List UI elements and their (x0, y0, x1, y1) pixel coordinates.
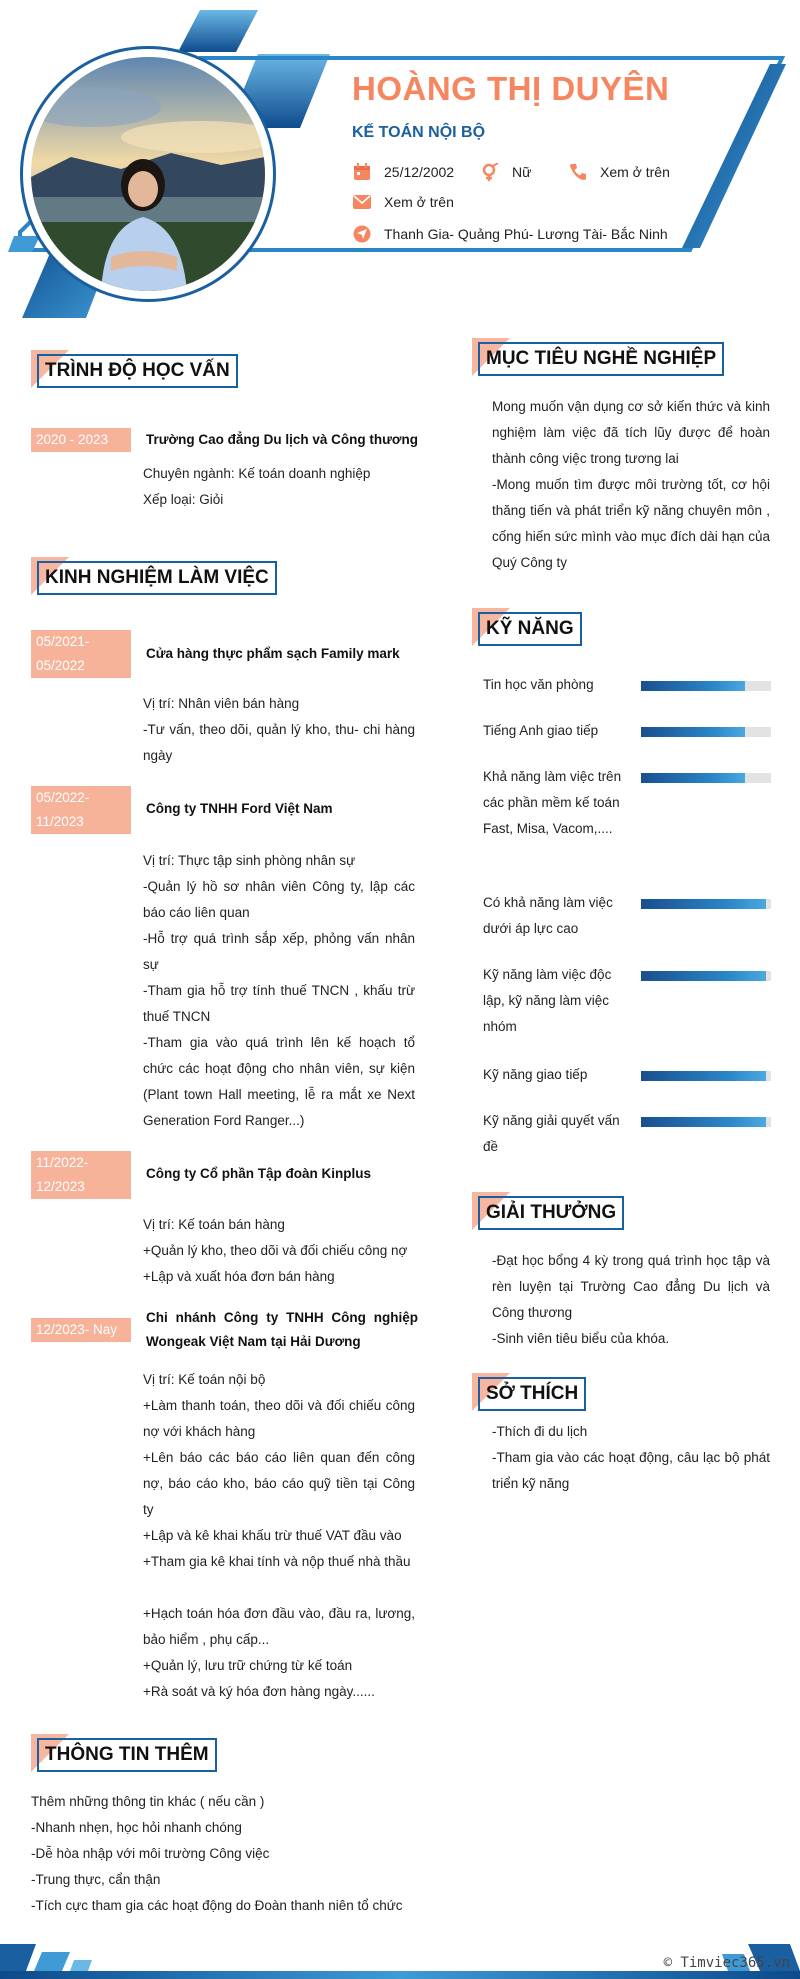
education-rank: Xếp loại: Giỏi (143, 492, 224, 507)
job-line: -Tham gia vào quá trình lên kế hoạch tổ chức các hoạt động cho nhân viên, sự kiện (Plant town Hall meeting, lễ ra mắt xe Next Generation Ford Ranger...) (143, 1035, 415, 1128)
phone-value: Xem ở trên (600, 164, 670, 180)
job-line: +Lập và kê khai khấu trừ thuế VAT đầu vào (143, 1528, 402, 1543)
skill-bar (641, 727, 771, 737)
education-school: Trường Cao đẳng Du lịch và Công thương (146, 432, 418, 447)
job-line: +Hạch toán hóa đơn đầu vào, đầu ra, lương, bảo hiểm , phụ cấp... (143, 1606, 415, 1647)
skill-bar-fill (641, 727, 745, 737)
extra-line: -Trung thực, cẩn thận (31, 1872, 161, 1887)
job-line: -Quản lý hồ sơ nhân viên Công ty, lập các báo cáo liên quan (143, 879, 415, 920)
job-line: Vị trí: Nhân viên bán hàng (143, 696, 300, 711)
education-date: 2020 - 2023 (31, 428, 131, 452)
education-major: Chuyên ngành: Kế toán doanh nghiệp (143, 466, 371, 481)
award-line: -Đạt học bổng 4 kỳ trong quá trình học tập và rèn luyện tại Trường Cao đẳng Du lịch và Công thương (492, 1253, 770, 1320)
extra-line: Thêm những thông tin khác ( nếu cần ) (31, 1794, 265, 1809)
skill-bar-fill (641, 899, 766, 909)
skill-label: Kỹ năng giao tiếp (483, 1067, 588, 1082)
job-date-end: 05/2022 (36, 658, 85, 673)
skill-bar-fill (641, 681, 745, 691)
gender-row (480, 162, 531, 182)
job-date-end: 11/2023 (36, 814, 84, 829)
section-extra-info-title: THÔNG TIN THÊM (37, 1738, 217, 1772)
job-company: Cửa hàng thực phẩm sạch Family mark (146, 646, 400, 661)
phone-row (568, 162, 670, 182)
hobby-line: -Tham gia vào các hoạt động, câu lạc bộ phát triển kỹ năng (492, 1450, 770, 1491)
job-line: Vị trí: Thực tập sinh phòng nhân sự (143, 853, 356, 868)
skill-bar (641, 681, 771, 691)
skill-label: Tiếng Anh giao tiếp (483, 723, 599, 738)
calendar-icon (352, 162, 372, 182)
section-skills-title: KỸ NĂNG (478, 612, 582, 646)
skill-bar (641, 1117, 771, 1127)
skill-bar-fill (641, 1071, 766, 1081)
envelope-icon (352, 192, 372, 212)
birthday-value: 25/12/2002 (384, 164, 455, 180)
job-line: Vị trí: Kế toán nội bộ (143, 1372, 266, 1387)
section-education-title: TRÌNH ĐỘ HỌC VẤN (37, 354, 238, 388)
job-company: Công ty TNHH Ford Việt Nam (146, 801, 333, 816)
gender-icon (480, 162, 500, 182)
job-company: Công ty Cổ phần Tập đoàn Kinplus (146, 1166, 371, 1181)
job-line: +Rà soát và ký hóa đơn hàng ngày...... (143, 1684, 375, 1699)
skill-label: Kỹ năng làm việc độc lập, kỹ năng làm việc nhóm (483, 967, 612, 1034)
skill-label: Kỹ năng giải quyết vấn đề (483, 1113, 620, 1154)
job-line: +Làm thanh toán, theo dõi và đối chiếu công nợ với khách hàng (143, 1398, 415, 1439)
extra-line: -Dễ hòa nhập với môi trường Công việc (31, 1846, 270, 1861)
avatar (31, 57, 265, 291)
skill-label: Khả năng làm việc trên các phần mềm kế toán Fast, Misa, Vacom,.... (483, 769, 622, 836)
extra-line: -Nhanh nhẹn, học hỏi nhanh chóng (31, 1820, 242, 1835)
address-value: Thanh Gia- Quảng Phú- Lương Tài- Bắc Ninh (384, 226, 668, 242)
hobby-line: -Thích đi du lịch (492, 1424, 588, 1439)
job-line: +Quản lý kho, theo dõi và đối chiếu công nợ (143, 1243, 408, 1258)
job-line: -Hỗ trợ quá trình sắp xếp, phỏng vấn nhân sự (143, 931, 415, 972)
section-awards-title: GIẢI THƯỞNG (478, 1196, 624, 1230)
skill-label: Có khả năng làm việc dưới áp lực cao (483, 895, 613, 936)
job-line: +Lập và xuất hóa đơn bán hàng (143, 1269, 335, 1284)
job-company: Chi nhánh Công ty TNHH Công nghiệp Wongeak Việt Nam tại Hải Dương (146, 1310, 418, 1349)
job-line: +Tham gia kê khai tính và nộp thuế nhà thầu (143, 1554, 411, 1569)
job-line: Vị trí: Kế toán bán hàng (143, 1217, 285, 1232)
section-hobbies-title: SỞ THÍCH (478, 1377, 586, 1411)
job-line: -Tư vấn, theo dõi, quản lý kho, thu- chi hàng ngày (143, 722, 415, 763)
candidate-name: HOÀNG THỊ DUYÊN (352, 70, 670, 107)
section-objective-title: MỤC TIÊU NGHỀ NGHIỆP (478, 342, 724, 376)
job-date (31, 1151, 131, 1199)
address-row (352, 224, 668, 244)
location-icon (352, 224, 372, 244)
phone-icon (568, 162, 588, 182)
skill-bar (641, 773, 771, 783)
cv-header (0, 0, 800, 320)
email-row (352, 192, 454, 212)
job-line: +Lên báo các báo cáo liên quan đến công nợ, báo cáo kho, báo cáo quỹ tiền tại Công ty (143, 1450, 415, 1517)
section-experience-title: KINH NGHIỆM LÀM VIỆC (37, 561, 277, 595)
job-date (31, 1318, 131, 1342)
skill-bar-fill (641, 971, 766, 981)
award-line: -Sinh viên tiêu biểu của khóa. (492, 1331, 670, 1346)
birthday-row (352, 162, 454, 182)
skill-label: Tin học văn phòng (483, 677, 594, 692)
job-title: KẾ TOÁN NỘI BỘ (352, 124, 486, 141)
job-date-start: 05/2021- (36, 634, 90, 649)
job-date-end: 12/2023 (36, 1179, 85, 1194)
job-date-start: 05/2022- (36, 790, 90, 805)
job-line: +Quản lý, lưu trữ chứng từ kế toán (143, 1658, 353, 1673)
job-date-start: 12/2023- Nay (36, 1322, 118, 1337)
skill-bar (641, 971, 771, 981)
skill-bar-fill (641, 773, 745, 783)
watermark: © Timviec365.vn (663, 1955, 790, 1971)
job-date (31, 630, 131, 678)
skill-bar (641, 1071, 771, 1081)
skill-bar (641, 899, 771, 909)
job-line: -Tham gia hỗ trợ tính thuế TNCN , khấu trừ thuế TNCN (143, 983, 415, 1024)
gender-value: Nữ (512, 164, 532, 180)
objective-paragraph: -Mong muốn tìm được môi trường tốt, cơ hội thăng tiến và phát triển kỹ năng chuyên môn , cống hiến sức mình vào mục đích dài hạn của Quý Công ty (492, 477, 770, 570)
job-date (31, 786, 131, 834)
skill-bar-fill (641, 1117, 766, 1127)
extra-line: -Tích cực tham gia các hoạt động do Đoàn thanh niên tổ chức (31, 1898, 403, 1913)
email-value: Xem ở trên (384, 194, 454, 210)
objective-paragraph: Mong muốn vận dụng cơ sở kiến thức và kinh nghiệm làm việc đã tích lũy được để hoàn thành công việc trong tương lai (492, 399, 770, 466)
job-date-start: 11/2022- (36, 1155, 89, 1170)
